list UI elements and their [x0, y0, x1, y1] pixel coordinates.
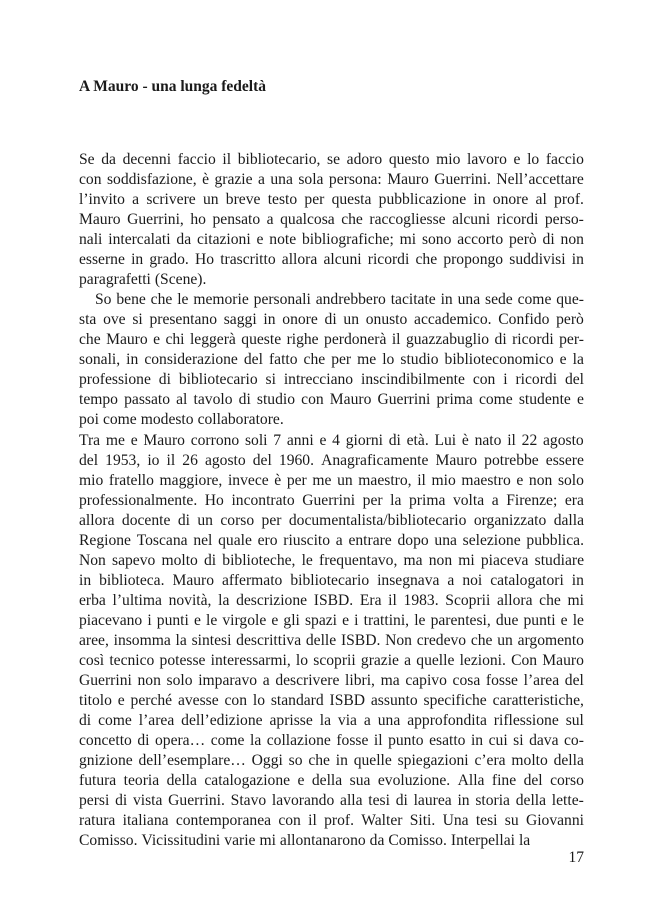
text-line: Regione Toscana nel quale ero riuscito a entrare dopo una selezione pubblica. — [79, 532, 584, 549]
text-block-intro — [79, 150, 584, 430]
text-line: Comisso. Vicissitudini varie mi allontanarono da Comisso. Interpellai la — [79, 832, 531, 849]
text-line: paragrafetti (Scene). — [79, 271, 207, 288]
paragraph — [79, 290, 584, 430]
text-line: Non sapevo molto di biblioteche, le frequentavo, ma non mi piaceva studiare — [79, 552, 584, 569]
text-line: concetto di opera… come la collazione fosse il punto esatto in cui si dava co- — [79, 732, 584, 749]
text-block-main — [79, 431, 584, 851]
text-line: persi di vista Guerrini. Stavo lavorando alla tesi di laurea in storia della lette- — [79, 792, 584, 809]
text-line: così tecnico potesse interessarmi, lo scoprii grazie a quelle lezioni. Con Mauro — [79, 652, 584, 669]
text-line: aree, insomma la sintesi descrittiva delle ISBD. Non credevo che un argomento — [79, 632, 584, 649]
text-line: futura teoria della catalogazione e della sua evoluzione. Alla fine del corso — [79, 772, 584, 789]
text-line: che Mauro e chi leggerà queste righe perdonerà il guazzabuglio di ricordi per- — [79, 331, 584, 348]
text-line: sta ove si presentano saggi in onore di un onusto accademico. Confido però — [79, 311, 584, 328]
text-line: Se da decenni faccio il bibliotecario, se adoro questo mio lavoro e lo faccio — [79, 151, 584, 168]
text-line: gnizione dell’esemplare… Oggi so che in quelle spiegazioni c’era molto della — [79, 752, 584, 769]
text-line: con soddisfazione, è grazie a una sola persona: Mauro Guerrini. Nell’accettare — [79, 171, 584, 188]
text-line: Guerrini non solo imparavo a descrivere libri, ma capivo cosa fosse l’area del — [79, 672, 584, 689]
text-line: professione di bibliotecario si intrecciano inscindibilmente con i ricordi del — [79, 371, 584, 388]
text-line: ratura italiana contemporanea con il prof. Walter Siti. Una tesi su Giovanni — [79, 812, 584, 829]
page-number: 17 — [568, 849, 584, 866]
text-line: in biblioteca. Mauro affermato bibliotecario insegnava a noi catalogatori in — [79, 572, 584, 589]
text-line: del 1953, io il 26 agosto del 1960. Anagraficamente Mauro potrebbe essere — [79, 452, 584, 469]
text-line: Tra me e Mauro corrono soli 7 anni e 4 giorni di età. Lui è nato il 22 agosto — [79, 432, 584, 449]
text-line: nali intercalati da citazioni e note bibliografiche; mi sono accorto però di non — [79, 231, 584, 248]
text-line: Mauro Guerrini, ho pensato a qualcosa che raccogliesse alcuni ricordi perso- — [79, 211, 584, 228]
page-title: A Mauro - una lunga fedeltà — [79, 78, 267, 95]
paragraph — [79, 431, 584, 851]
text-line: di come l’area dell’edizione aprisse la via a una approfondita riflessione sul — [79, 712, 584, 729]
text-line: professionalmente. Ho incontrato Guerrini per la prima volta a Firenze; era — [79, 492, 584, 509]
text-line: piacevano i punti e le virgole e gli spazi e i trattini, le parentesi, due punti e le — [79, 612, 584, 629]
paragraph — [79, 150, 584, 290]
text-line: So bene che le memorie personali andrebbero tacitate in una sede come que- — [95, 291, 584, 308]
text-line: sonali, in considerazione del fatto che per me lo studio biblioteconomico e la — [79, 351, 584, 368]
text-line: esserne in grado. Ho trascritto allora alcuni ricordi che propongo suddivisi in — [79, 251, 584, 268]
text-line: tempo passato al tavolo di studio con Mauro Guerrini prima come studente e — [79, 391, 584, 408]
text-line: allora docente di un corso per documentalista/bibliotecario organizzato dalla — [79, 512, 584, 529]
text-line: erba l’ultima novità, la descrizione ISBD. Era il 1983. Scoprii allora che mi — [79, 592, 584, 609]
text-line: titolo e perché avesse con lo standard ISBD assunto specifiche caratteristiche, — [79, 692, 584, 709]
text-line: poi come modesto collaboratore. — [79, 411, 284, 428]
text-line: l’invito a scrivere un breve testo per questa pubblicazione in onore al prof. — [79, 191, 584, 208]
text-line: mio fratello maggiore, invece è per me un maestro, il mio maestro e non solo — [79, 472, 584, 489]
